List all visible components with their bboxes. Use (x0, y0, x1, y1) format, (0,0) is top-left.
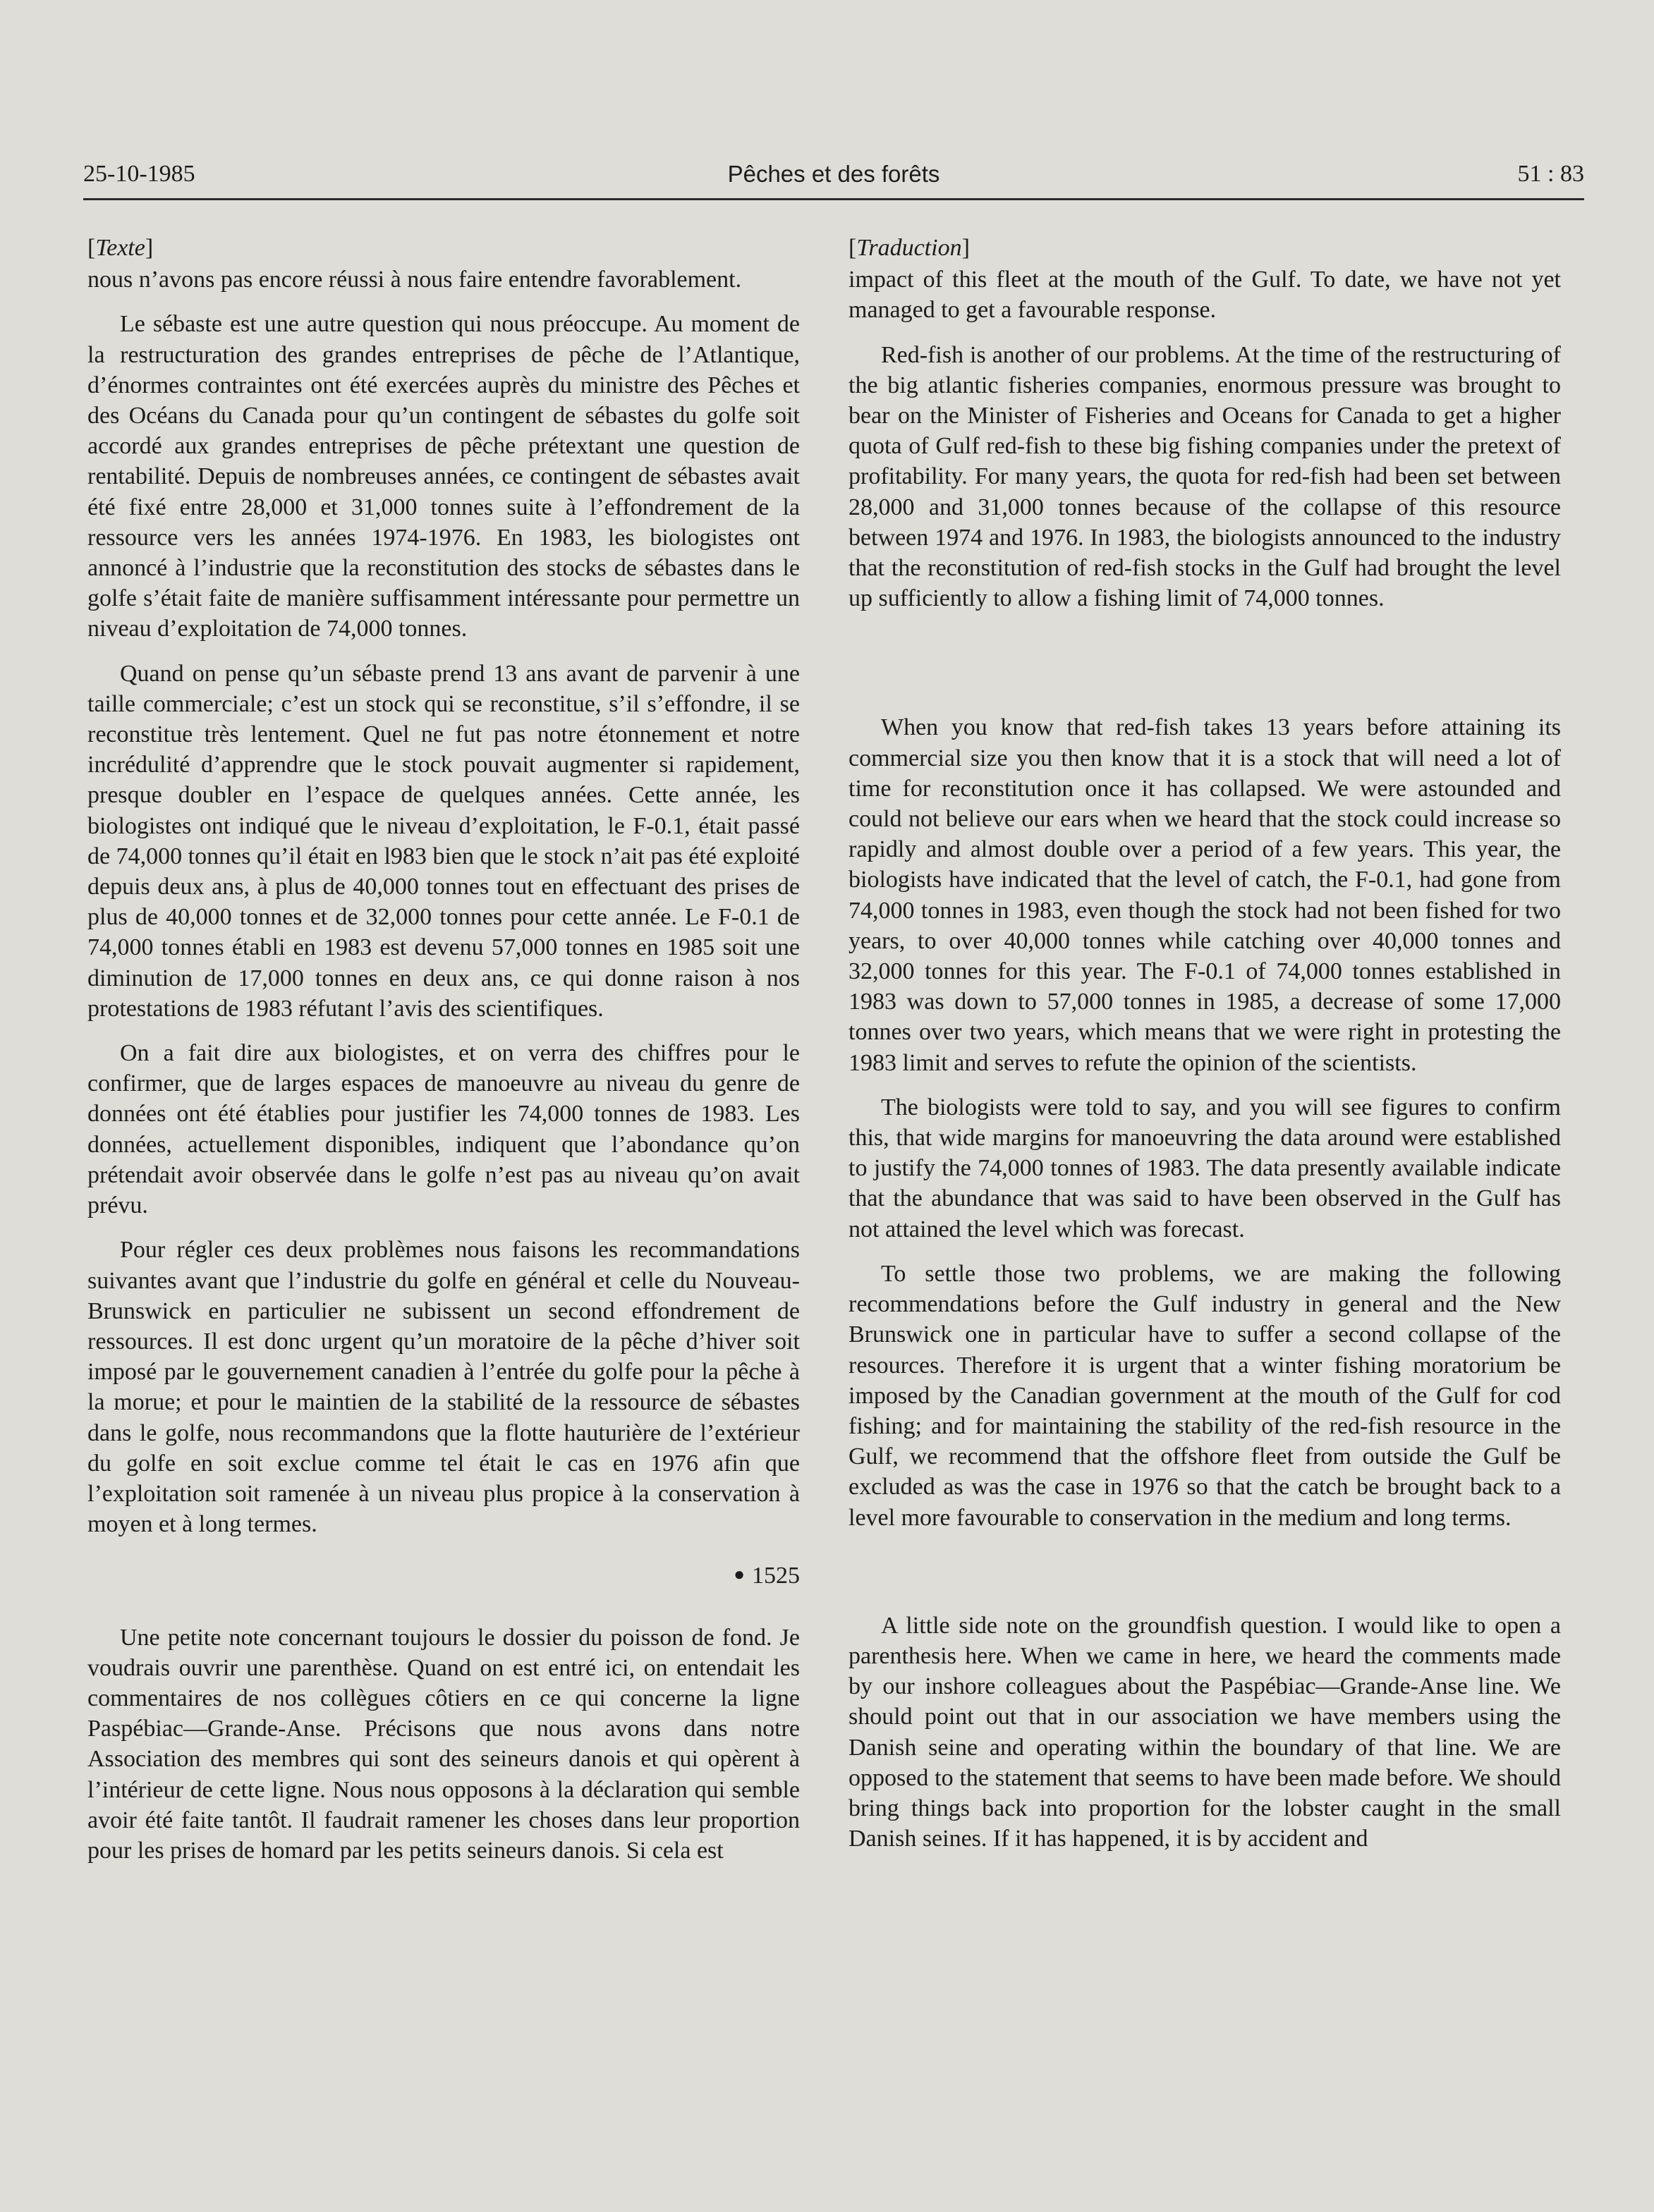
header-page-number: 51 : 83 (1517, 161, 1584, 187)
french-column (87, 233, 800, 1866)
paragraph: Red-fish is another of our problems. At the time of the restructuring of the big atlantic fisheries companies, enormous pressure was brought to bear on the Minister of Fisheries and Oceans for Canada to get a higher quota of Gulf red-fish to these big fishing companies under the pretext of profitability. For many years, the quota for red-fish had been set between 28,000 and 31,000 tonnes because of the collapse of this resource between 1974 and 1976. In 1983, the biologists announced to the industry that the reconstitution of red-fish stocks in the Gulf had brought the level up sufficiently to allow a fishing limit of 74,000 tonnes. (849, 341, 1561, 612)
paragraph: To settle those two problems, we are making the following recommendations before the Gulf industry in general and the New Brunswick one in particular have to suffer a second collapse of the resources. Therefore it is urgent that a winter fishing moratorium be imposed by the Canadian government at the mouth of the Gulf for cod fishing; and for maintaining the stability of the red-fish resource in the Gulf, we recommend that the offshore fleet from outside the Gulf be excluded as was the case in 1976 so that the catch be brought back to a level more favourable to conservation in the medium and long terms. (849, 1260, 1561, 1531)
paragraph: Une petite note concernant toujours le dossier du poisson de fond. Je voudrais ouvrir une parenthèse. Quand on est entré ici, on entendait les commentaires de nos collègues côtiers en ce qui concerne la ligne Paspébiac—Grande-Anse. Précisons que nous avons dans notre Association des membres qui sont des seineurs danois et qui opèrent à l’intérieur de cette ligne. Nous nous opposons à la déclaration qui semble avoir été faite tantôt. Il faudrait ramener les choses dans leur proportion pour les prises de homard par les petits seineurs danois. Si cela est (87, 1624, 800, 1864)
paragraph: A little side note on the groundfish question. I would like to open a parenthesis here. When we came in here, we heard the comments made by our inshore colleagues about the Paspébiac—Grande-Anse line. We should point out that in our association we have members using the Danish seine and operating within the boundary of that line. We are opposed to the statement that seems to have been made before. We should bring things back into proportion for the lobster caught in the small Danish seines. If it has happened, it is by accident and (849, 1612, 1561, 1852)
header-rule (83, 198, 1584, 200)
paragraph: The biologists were told to say, and you will see figures to confirm this, that wide margins for manoeuvring the data around were established to justify the 74,000 tonnes of 1983. The data presently available indicate that the abundance that was said to have been observed in the Gulf has not attained the level which was forecast. (849, 1094, 1561, 1242)
header-title: Pêches et des forêts (727, 161, 940, 187)
paragraph: Le sébaste est une autre question qui nous préoccupe. Au moment de la restructuration des grandes entreprises de pêche de l’Atlantique, d’énormes contraintes ont été exercées auprès du ministre des Pêches et des Océans du Canada pour qu’un contingent de sébastes du golfe soit accordé aux grandes entreprises de pêche prétextant une question de rentabilité. Depuis de nombreuses années, ce contingent de sébastes avait été fixé entre 28,000 et 31,000 tonnes suite à l’effondrement de la ressource vers les années 1974-1976. En 1983, les biologistes ont annoncé à l’industrie que la reconstitution des stocks de sébastes dans le golfe s’était faite de manière suffisamment intéressante pour permettre un niveau d’exploitation de 74,000 tonnes. (87, 311, 800, 642)
paragraph: impact of this fleet at the mouth of the Gulf. To date, we have not yet managed to get a favourable response. (849, 267, 1561, 324)
header-date: 25-10-1985 (83, 161, 195, 187)
time-marker: ● 1525 (734, 1563, 800, 1589)
texte-label: [Texte] (87, 235, 154, 261)
traduction-label: [Traduction] (849, 235, 970, 261)
page-header (83, 161, 1584, 196)
paragraph: When you know that red-fish takes 13 years before attaining its commercial size you then know that it is a stock that will need a lot of time for reconstitution once it has collapsed. We were astounded and could not believe our ears when we heard that the stock could increase so rapidly and almost double over a period of a few years. This year, the biologists have indicated that the level of catch, the F-0.1, had gone from 74,000 tonnes in 1983, even though the stock had not been fished for two years, to over 40,000 tonnes while catching over 40,000 tonnes and 32,000 tonnes for this year. The F-0.1 of 74,000 tonnes established in 1983 was down to 57,000 tonnes in 1985, a decrease of some 17,000 tonnes over two years, which means that we were right in protesting the 1983 limit and serves to refute the opinion of the scientists. (849, 714, 1561, 1076)
paragraph: Pour régler ces deux problèmes nous faisons les recommandations suivantes avant que l’industrie du golfe en général et celle du Nouveau-Brunswick en particulier ne subissent un second effondrement de ressources. Il est donc urgent qu’un moratoire de la pêche d’hiver soit imposé par le gouvernement canadien à l’entrée du golfe pour la pêche à la morue; et pour le maintien de la stabilité de la ressource de sébastes dans le golfe, nous recommandons que la flotte hauturière de l’extérieur du golfe en soit exclue comme tel était le cas en 1976 afin que l’exploitation soit ramenée à un niveau plus propice à la conservation à moyen et à long termes. (87, 1237, 800, 1538)
paragraph: nous n’avons pas encore réussi à nous faire entendre favorablement. (87, 267, 742, 293)
paragraph: On a fait dire aux biologistes, et on verra des chiffres pour le confirmer, que de larges espaces de manoeuvre au niveau du genre de données ont été établies pour justifier les 74,000 tonnes de 1983. Les données, actuellement disponibles, indiquent que l’abondance qu’on prétendait avoir observée dans le golfe n’est pas au niveau qu’on avait prévu. (87, 1040, 800, 1219)
english-column (849, 233, 1561, 1854)
paragraph: Quand on pense qu’un sébaste prend 13 ans avant de parvenir à une taille commerciale; c’est un stock qui se reconstitue, s’il s’effondre, il se reconstitue très lentement. Quel ne fut pas notre étonnement et notre incrédulité d’apprendre que le stock pouvait augmenter si rapidement, presque doubler en l’espace de quelques années. Cette année, les biologistes ont indiqué que le niveau d’exploitation, le F-0.1, était passé de 74,000 tonnes qu’il était en l983 bien que le stock n’ait pas été exploité depuis deux ans, à plus de 40,000 tonnes tout en effectuant des prises de plus de 40,000 tonnes et de 32,000 tonnes pour cette année. Le F-0.1 de 74,000 tonnes établi en 1983 est devenu 57,000 tonnes en 1985 soit une diminution de 17,000 tonnes en deux ans, ce qui donne raison à nos protestations de 1983 réfutant l’avis des scientifiques. (87, 660, 800, 1022)
bullet-icon: ● (734, 1564, 745, 1585)
